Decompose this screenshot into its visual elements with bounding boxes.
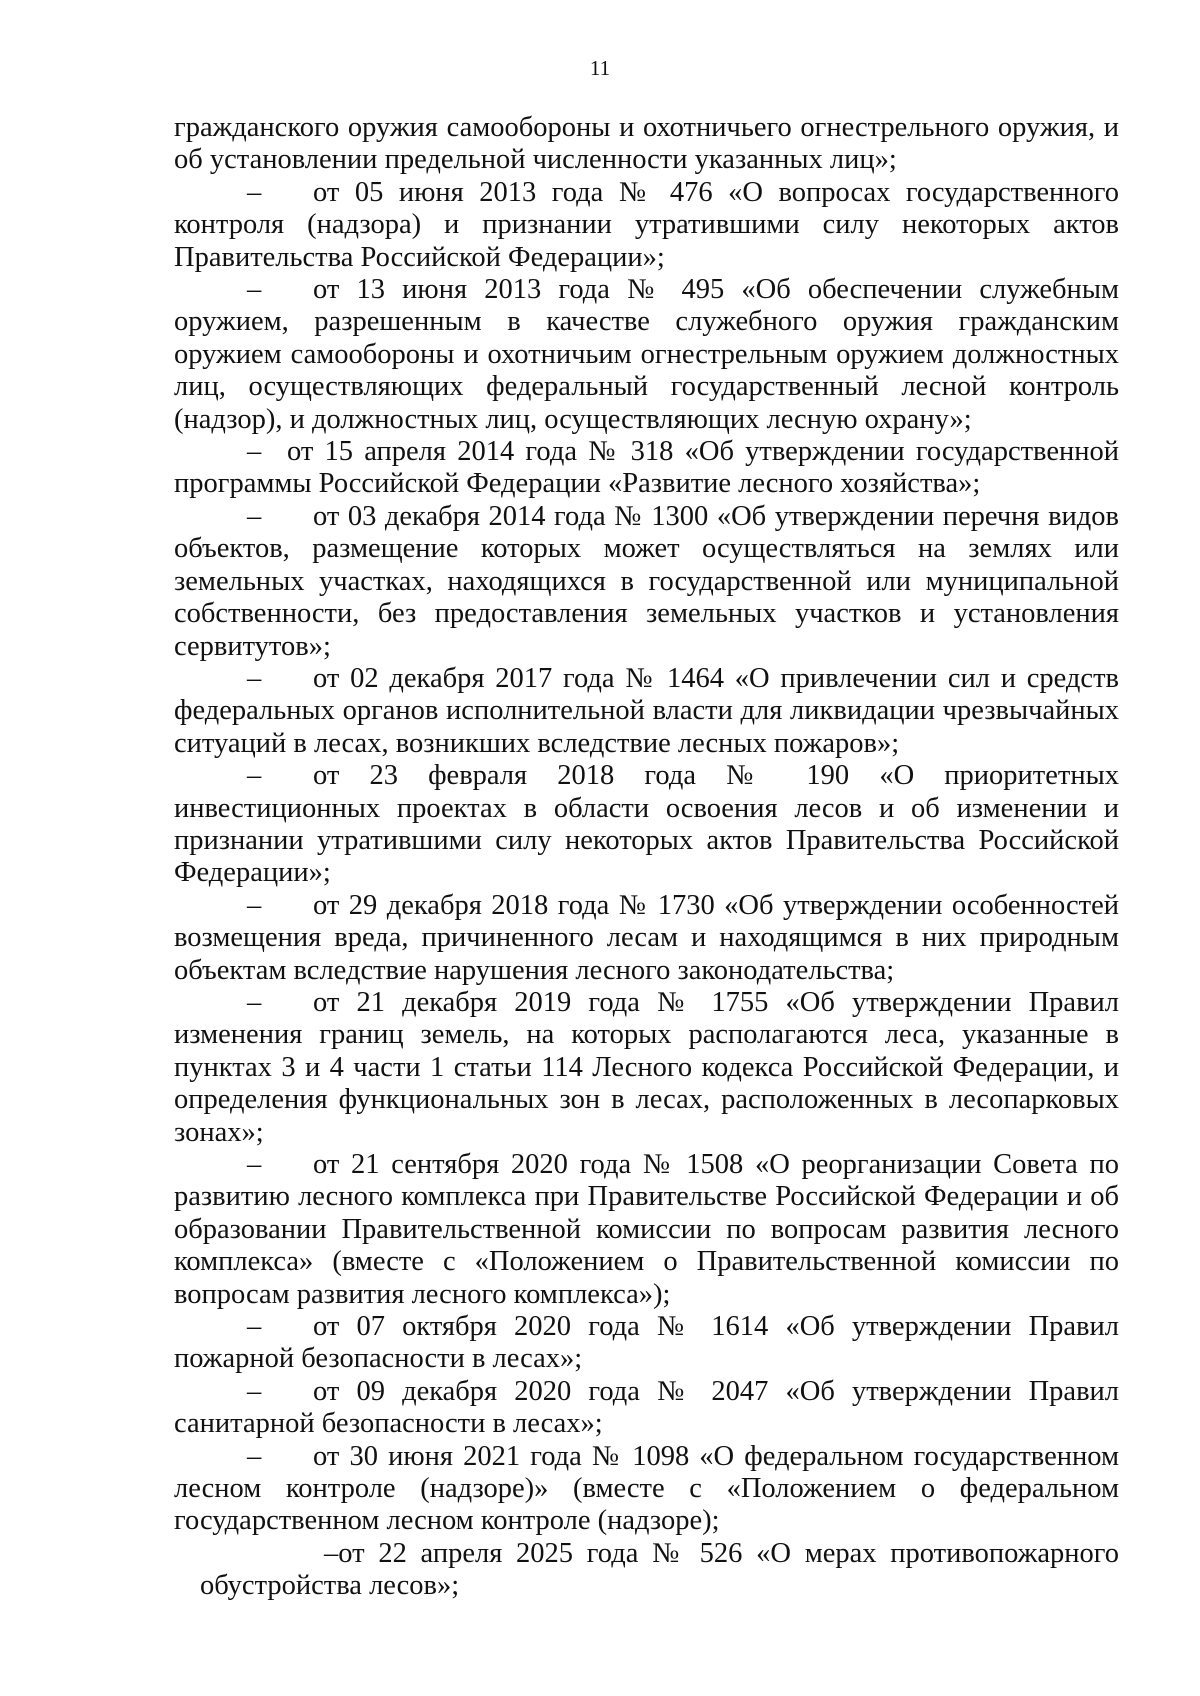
list-dash: – (247, 889, 262, 921)
list-dash: – (247, 1375, 262, 1407)
list-dash: – (247, 1149, 262, 1180)
list-item (174, 501, 1119, 663)
list-item-text: от 07 октября 2020 года № 1614 «Об утверждении Правил пожарной безопасности в лесах»; (174, 1311, 1119, 1375)
list-item-text: от 03 декабря 2014 года № 1300 «Об утверждении перечня видов объектов, размещение которых может осуществляться на землях или земельных участках, находящихся в государственной или муниципальной собственности, без предоставления земельных участков и установления сервитутов»; (174, 500, 1119, 662)
list-item (174, 177, 1119, 274)
list-item-text: от 23 февраля 2018 года № 190 «О приоритетных инвестиционных проектах в области освоения лесов и об изменении и признании утратившими силу некоторых актов Правительства Российской Федерации»; (174, 760, 1119, 889)
list-dash: – (247, 1311, 262, 1343)
list-item-text: от 09 декабря 2020 года № 2047 «Об утверждении Правил санитарной безопасности в лесах»; (174, 1375, 1119, 1440)
list-item-text: от 05 июня 2013 года № 476 «О вопросах государственного контроля (надзора) и признании утратившими силу некоторых актов Правительства Российской Федерации»; (174, 176, 1119, 273)
list-item-text: от 02 декабря 2017 года № 1464 «О привлечении сил и средств федеральных органов исполнительной власти для ликвидации чрезвычайных ситуаций в лесах, возникших вследствие лесных пожаров»; (174, 662, 1119, 759)
list-item (174, 1149, 1119, 1311)
list-item-text: от 22 апреля 2025 года № 526 «О мерах противопожарного обустройства лесов»; (200, 1537, 1119, 1602)
list-dash: – (324, 1537, 339, 1569)
list-item-text: от 21 сентября 2020 года № 1508 «О реорганизации Совета по развитию лесного комплекса при Правительстве Российской Федерации и об образовании Правительственной комиссии по вопросам развития лесного комплекса» (вместе с «Положением о Правительственной комиссии по вопросам развития лесного комплекса»); (174, 1149, 1119, 1310)
list-dash: – (247, 274, 262, 306)
list-item (174, 760, 1119, 890)
list-dash: – (247, 1440, 262, 1472)
page-number: 11 (589, 56, 611, 80)
list-dash: – (247, 500, 262, 532)
list-item (174, 987, 1119, 1149)
list-item-text: от 13 июня 2013 года № 495 «Об обеспечении служебным оружием, разрешенным в качестве служебного оружия гражданским оружием самообороны и охотничьим огнестрельным оружием должностных лиц, осуществляющих федеральный государственный лесной контроль (надзор), и должностных лиц, осуществляющих лесную охрану»; (174, 274, 1119, 435)
list-item-text: от 30 июня 2021 года № 1098 «О федеральном государственном лесном контроле (надзоре)» (вместе с «Положением о федеральном государственном лесном контроле (надзоре); (174, 1440, 1119, 1537)
list-item (174, 1538, 1119, 1603)
intro-paragraph: гражданского оружия самообороны и охотничьего огнестрельного оружия, и об установлении предельной численности указанных лиц»; (174, 112, 1119, 176)
list-item (174, 436, 1119, 501)
list-dash: – (247, 760, 262, 792)
list-item (174, 1441, 1119, 1538)
list-item (174, 1311, 1119, 1376)
list-item (174, 274, 1119, 436)
list-item (174, 890, 1119, 987)
list-item (174, 1376, 1119, 1441)
list-dash: – (247, 176, 262, 208)
list-dash: – (247, 986, 262, 1018)
list-item-text: от 21 декабря 2019 года № 1755 «Об утверждении Правил изменения границ земель, на которых располагаются леса, указанные в пунктах 3 и 4 части 1 статьи 114 Лесного кодекса Российской Федерации, и определения функциональных зон в лесах, расположенных в лесопарковых зонах»; (174, 986, 1119, 1148)
list-dash: – (247, 662, 262, 694)
list-item-text: от 15 апреля 2014 года № 318 «Об утверждении государственной программы Российской Федерации «Развитие лесного хозяйства»; (174, 436, 1119, 500)
list-item-text: от 29 декабря 2018 года № 1730 «Об утверждении особенностей возмещения вреда, причиненного лесам и находящимся в них природным объектам вследствие нарушения лесного законодательства; (174, 889, 1119, 986)
list-item (174, 663, 1119, 760)
document-body (174, 112, 1119, 1603)
list-dash: – (247, 436, 262, 468)
